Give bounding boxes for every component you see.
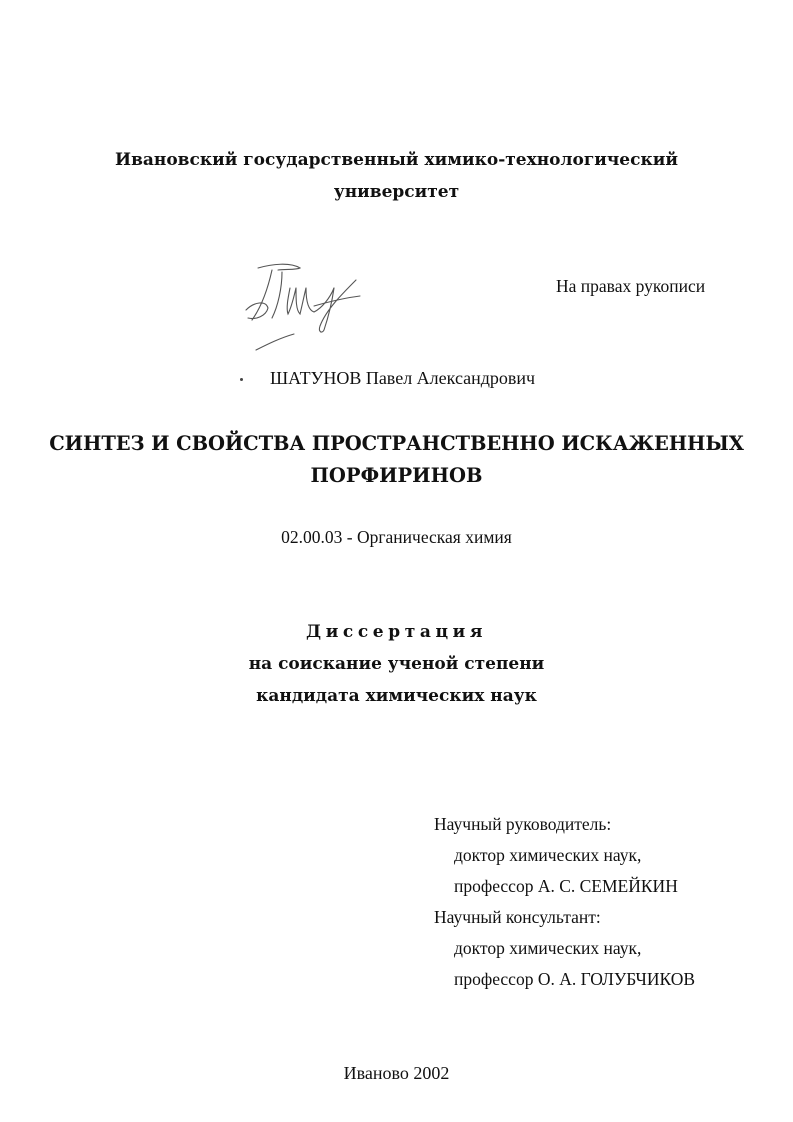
dissertation-title-line2: ПОРФИРИНОВ [310, 464, 483, 487]
handwritten-signature [238, 258, 368, 358]
degree-line1: на соискание ученой степени [248, 654, 545, 674]
consultant-title: Научный консультант: [434, 907, 601, 927]
degree-line2: кандидата химических наук [256, 686, 537, 706]
specialty-code: 02.00.03 - Органическая химия [281, 527, 512, 547]
manuscript-rights-note: На правах рукописи [556, 276, 706, 296]
dissertation-title-line1: СИНТЕЗ И СВОЙСТВА ПРОСТРАНСТВЕННО ИСКАЖЕННЫХ [49, 432, 744, 455]
dissertation-label: Диссертация [305, 622, 487, 642]
supervisor-degree: доктор химических наук, [454, 845, 642, 865]
consultant-degree: доктор химических наук, [454, 938, 642, 958]
dot-mark [240, 378, 243, 381]
supervisor-name: профессор А. С. СЕМЕЙКИН [454, 876, 678, 896]
city-year: Иваново 2002 [343, 1063, 450, 1083]
institution-name-line1: Ивановский государственный химико-технологический [115, 150, 678, 170]
consultant-name: профессор О. А. ГОЛУБЧИКОВ [454, 969, 696, 989]
author-name: ШАТУНОВ Павел Александрович [270, 368, 536, 388]
institution-name-line2: университет [333, 182, 460, 202]
supervisor-title: Научный руководитель: [434, 814, 612, 834]
